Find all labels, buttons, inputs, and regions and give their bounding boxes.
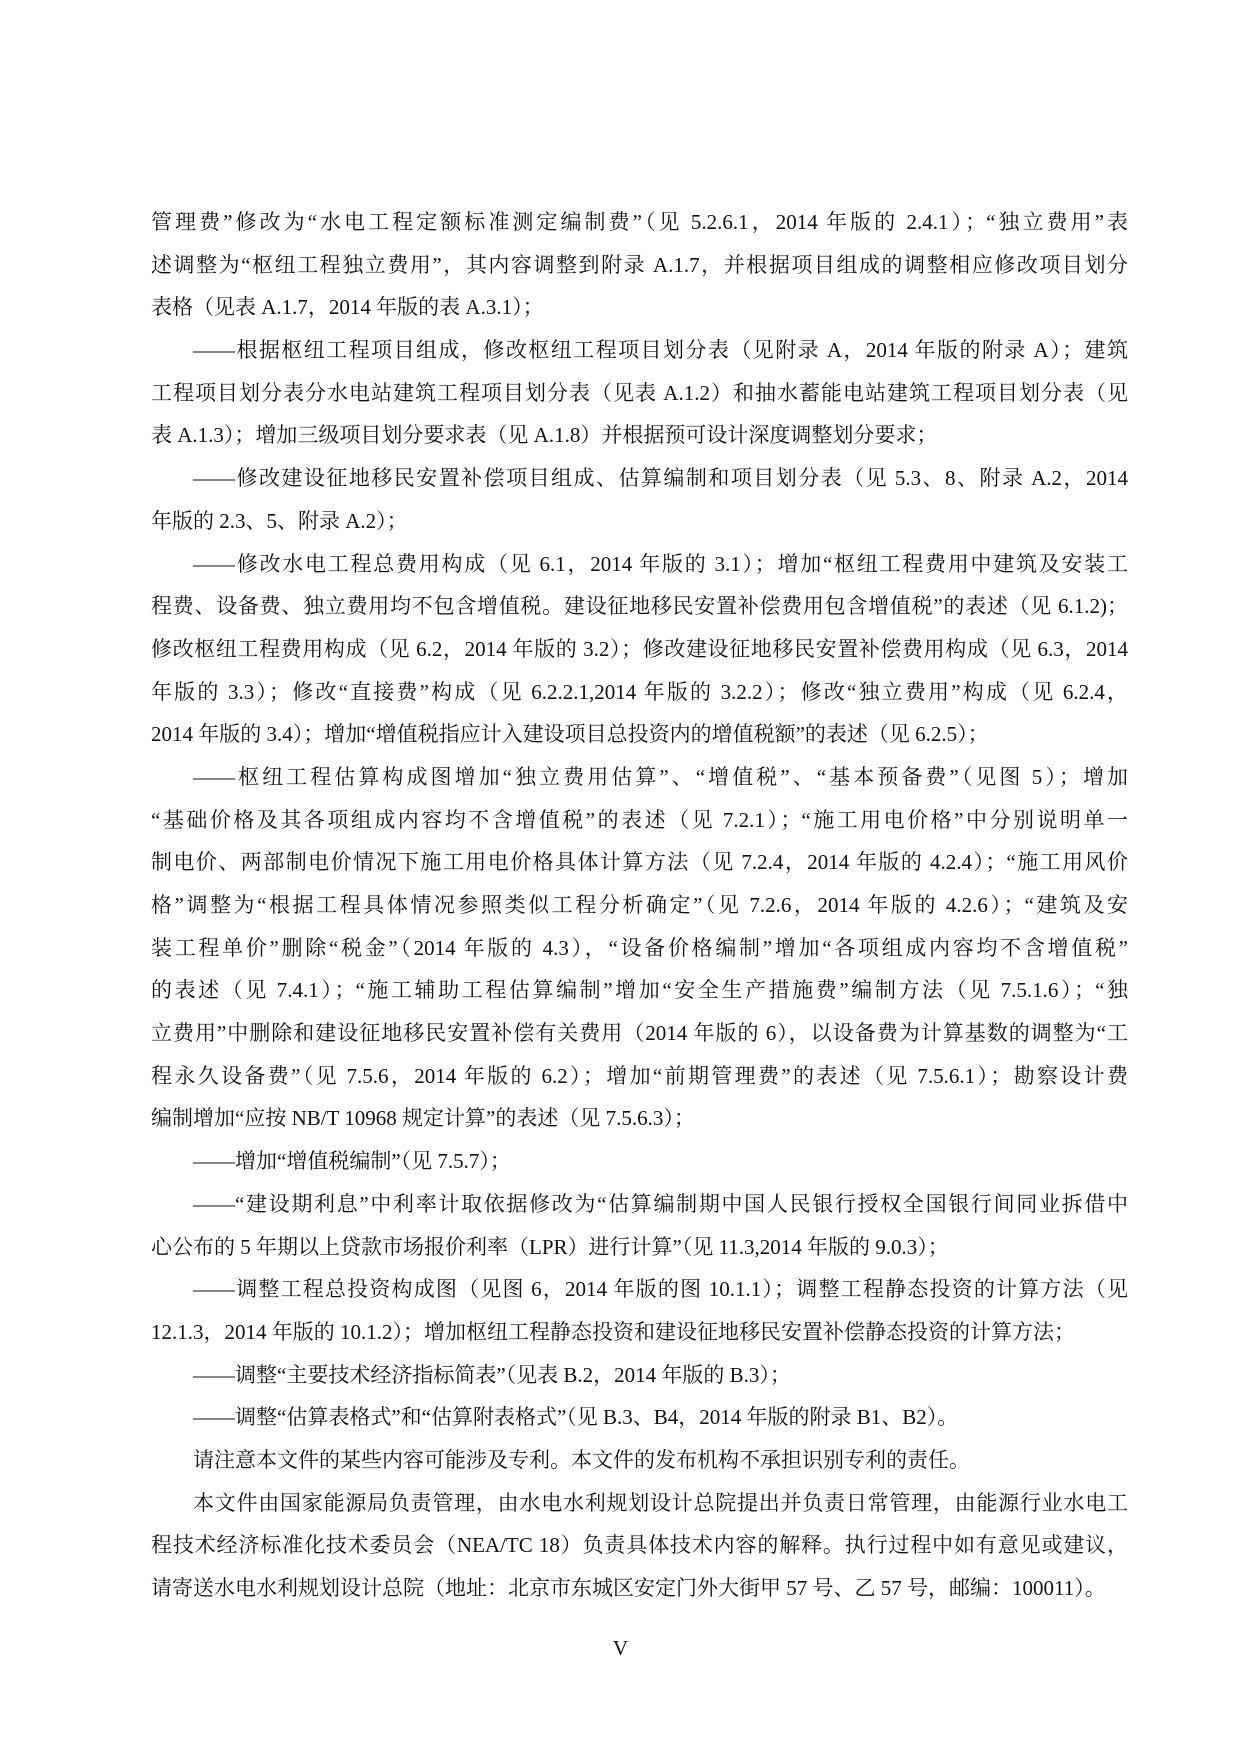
text-line: 年版的 3.3）；修改“直接费”构成（见 6.2.2.1,2014 年版的 3.2.2）；修改“独立费用”构成（见 6.2.4， — [151, 679, 1128, 704]
text-line: 的表述（见 7.4.1）；“施工辅助工程估算编制”增加“安全生产措施费”编制方法（见 7.5.1.6）；“独 — [151, 978, 1128, 1003]
text-line: ——调整工程总投资构成图（见图 6，2014 年版的图 10.1.1）；调整工程静态投资的计算方法（见 — [193, 1277, 1128, 1302]
text-line: 年版的 2.3、5、附录 A.2）； — [151, 508, 408, 533]
text-line: 述调整为“枢纽工程独立费用”，其内容调整到附录 A.1.7，并根据项目组成的调整相应修改项目划分 — [151, 252, 1128, 277]
text-line: ——增加“增值税编制”（见 7.5.7）； — [193, 1149, 511, 1174]
text-line: 表 A.1.3）；增加三级项目划分要求表（见 A.1.8）并根据预可设计深度调整划分要求； — [151, 423, 938, 448]
text-line: 程永久设备费”（见 7.5.6，2014 年版的 6.2）；增加“前期管理费”的表述（见 7.5.6.1）；勘察设计费 — [151, 1063, 1128, 1088]
text-line: 工程项目划分表分水电站建筑工程项目划分表（见表 A.1.2）和抽水蓄能电站建筑工程项目划分表（见 — [151, 380, 1128, 405]
paragraph — [151, 543, 1128, 756]
text-line: ——修改水电工程总费用构成（见 6.1，2014 年版的 3.1）；增加“枢纽工程费用中建筑及安装工 — [193, 551, 1128, 576]
text-line: 请寄送水电水利规划设计总院（地址：北京市东城区安定门外大街甲 57 号、乙 57 号，邮编：100011）。 — [151, 1576, 1106, 1600]
paragraph — [151, 201, 1128, 329]
text-line: ——根据枢纽工程项目组成，修改枢纽工程项目划分表（见附录 A，2014 年版的附录 A）；建筑 — [193, 338, 1128, 363]
text-line: 管理费”修改为“水电工程定额标准测定编制费”（见 5.2.6.1，2014 年版的 2.4.1）；“独立费用”表 — [151, 210, 1128, 234]
text-line: 立费用”中删除和建设征地移民安置补偿有关费用（2014 年版的 6），以设备费为计算基数的调整为“工 — [151, 1021, 1128, 1046]
paragraph — [151, 1183, 1128, 1268]
text-line: ——调整“估算表格式”和“估算附表格式”（见 B.3、B4，2014 年版的附录 B1、B2）。 — [193, 1405, 959, 1430]
paragraph — [151, 457, 1128, 542]
text-line: ——“建设期利息”中利率计取依据修改为“估算编制期中国人民银行授权全国银行间同业拆借中 — [193, 1191, 1128, 1216]
text-line: 程技术经济标准化技术委员会（NEA/TC 18）负责具体技术内容的解释。执行过程中如有意见或建议， — [151, 1533, 1128, 1558]
paragraph — [151, 1268, 1128, 1353]
text-line: 装工程单价”删除“税金”（2014 年版的 4.3），“设备价格编制”增加“各项组成内容均不含增值税” — [151, 935, 1128, 960]
page-number: V — [612, 1636, 629, 1660]
text-line: 编制增加“应按 NB/T 10968 规定计算”的表述（见 7.5.6.3）； — [151, 1106, 695, 1131]
paragraph — [151, 1482, 1128, 1610]
text-line: 12.1.3，2014 年版的 10.1.2）；增加枢纽工程静态投资和建设征地移民安置补偿静态投资的计算方法； — [151, 1319, 1075, 1344]
paragraph — [151, 1140, 1128, 1183]
text-line: 本文件由国家能源局负责管理，由水电水利规划设计总院提出并负责日常管理，由能源行业水电工 — [193, 1490, 1128, 1515]
document-body — [151, 201, 1128, 1610]
text-line: 表格（见表 A.1.7，2014 年版的表 A.3.1）； — [151, 295, 544, 320]
text-line: 请注意本文件的某些内容可能涉及专利。本文件的发布机构不承担识别专利的责任。 — [193, 1447, 970, 1472]
text-line: 制电价、两部制电价情况下施工用电价格具体计算方法（见 7.2.4，2014 年版的 4.2.4）；“施工用风价 — [151, 850, 1128, 875]
text-line: 2014 年版的 3.4）；增加“增值税指应计入建设项目总投资内的增值税额”的表述（见 6.2.5）； — [151, 722, 989, 747]
text-line: 修改枢纽工程费用构成（见 6.2，2014 年版的 3.2）；修改建设征地移民安置补偿费用构成（见 6.3，2014 — [151, 636, 1128, 661]
paragraph — [151, 1354, 1128, 1397]
text-line: 程费、设备费、独立费用均不包含增值税。建设征地移民安置补偿费用包含增值税”的表述（见 6.1.2)； — [151, 594, 1128, 619]
paragraph — [151, 329, 1128, 457]
text-line: 格”调整为“根据工程具体情况参照类似工程分析确定”（见 7.2.6，2014 年版的 4.2.6）；“建筑及安 — [151, 893, 1128, 917]
text-line: ——调整“主要技术经济指标简表”（见表 B.2，2014 年版的 B.3）； — [193, 1362, 791, 1387]
paragraph — [151, 756, 1128, 1140]
text-line: “基础价格及其各项组成内容均不含增值税”的表述（见 7.2.1）；“施工用电价格”中分别说明单一 — [151, 807, 1128, 832]
text-line: 心公布的 5 年期以上贷款市场报价利率（LPR）进行计算”（见 11.3,2014 年版的 9.0.3）； — [151, 1234, 949, 1259]
text-line: ——修改建设征地移民安置补偿项目组成、估算编制和项目划分表（见 5.3、8、附录 A.2，2014 — [193, 466, 1128, 491]
paragraph — [151, 1396, 1128, 1439]
text-line: ——枢纽工程估算构成图增加“独立费用估算”、“增值税”、“基本预备费”（见图 5）；增加 — [193, 764, 1128, 789]
paragraph — [151, 1439, 1128, 1482]
